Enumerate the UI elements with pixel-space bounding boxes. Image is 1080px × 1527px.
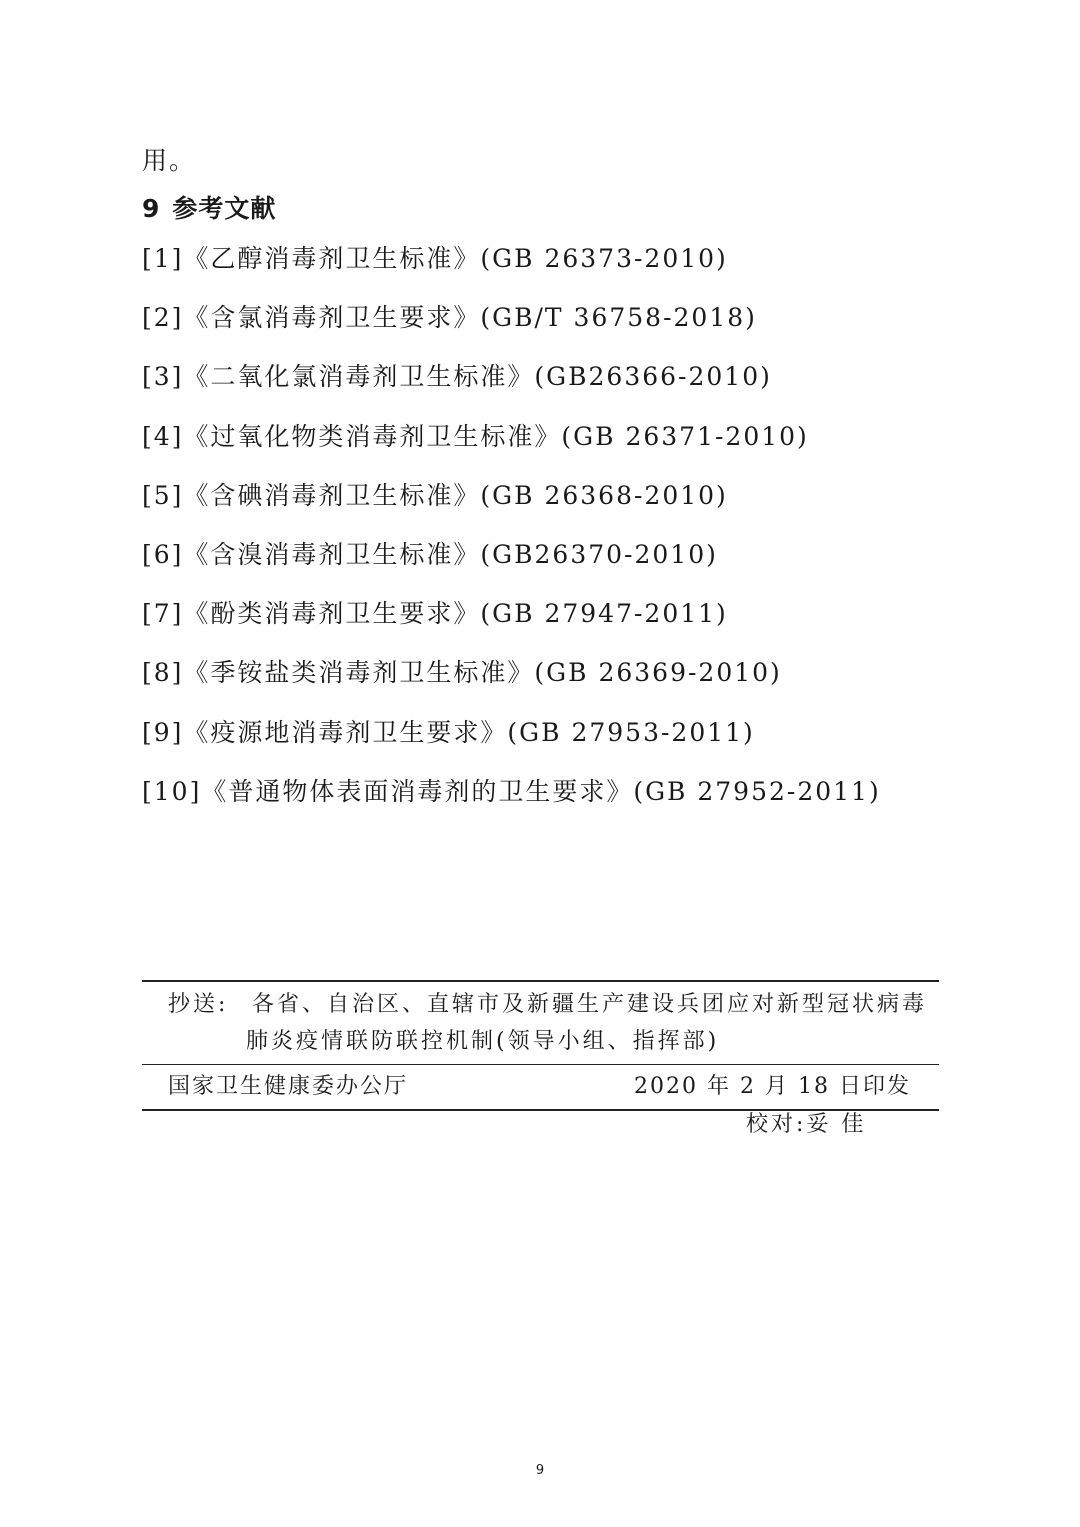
- page-number: 9: [535, 1463, 545, 1478]
- reference-item-3: [3]《二氧化氯消毒剂卫生标准》(GB26366-2010): [142, 362, 772, 392]
- reference-item-8: [8]《季铵盐类消毒剂卫生标准》(GB 26369-2010): [142, 658, 782, 688]
- issue-date: 2020 年 2 月 18 日印发: [634, 1074, 911, 1099]
- reference-item-2: [2]《含氯消毒剂卫生要求》(GB/T 36758-2018): [142, 303, 757, 333]
- continuation-text: 用。: [142, 146, 197, 175]
- cc-label: 抄送:: [168, 992, 229, 1017]
- issue-row: [142, 1065, 939, 1109]
- proofreader: 校对:妥 佳: [746, 1112, 867, 1137]
- document-footer: [142, 980, 939, 1111]
- reference-item-7: [7]《酚类消毒剂卫生要求》(GB 27947-2011): [142, 599, 728, 629]
- reference-item-9: [9]《疫源地消毒剂卫生要求》(GB 27953-2011): [142, 717, 755, 747]
- reference-item-6: [6]《含溴消毒剂卫生标准》(GB26370-2010): [142, 539, 718, 569]
- cc-recipients-line-2: 肺炎疫情联防联控机制(领导小组、指挥部): [246, 1029, 720, 1054]
- section-title: 参考文献: [172, 194, 277, 223]
- reference-list: [142, 246, 881, 838]
- cc-block: [142, 982, 939, 1064]
- section-number: 9: [142, 194, 161, 223]
- reference-item-5: [5]《含碘消毒剂卫生标准》(GB 26368-2010): [142, 480, 728, 510]
- section-heading: [142, 196, 276, 221]
- reference-item-4: [4]《过氧化物类消毒剂卫生标准》(GB 26371-2010): [142, 421, 809, 451]
- cc-recipients-line-1: 各省、自治区、直辖市及新疆生产建设兵团应对新型冠状病毒: [252, 992, 928, 1017]
- issuing-office: 国家卫生健康委办公厅: [168, 1074, 409, 1099]
- footer-bottom-rule: [142, 1109, 939, 1111]
- reference-item-10: [10]《普通物体表面消毒剂的卫生要求》(GB 27952-2011): [142, 776, 881, 806]
- reference-item-1: [1]《乙醇消毒剂卫生标准》(GB 26373-2010): [142, 244, 728, 273]
